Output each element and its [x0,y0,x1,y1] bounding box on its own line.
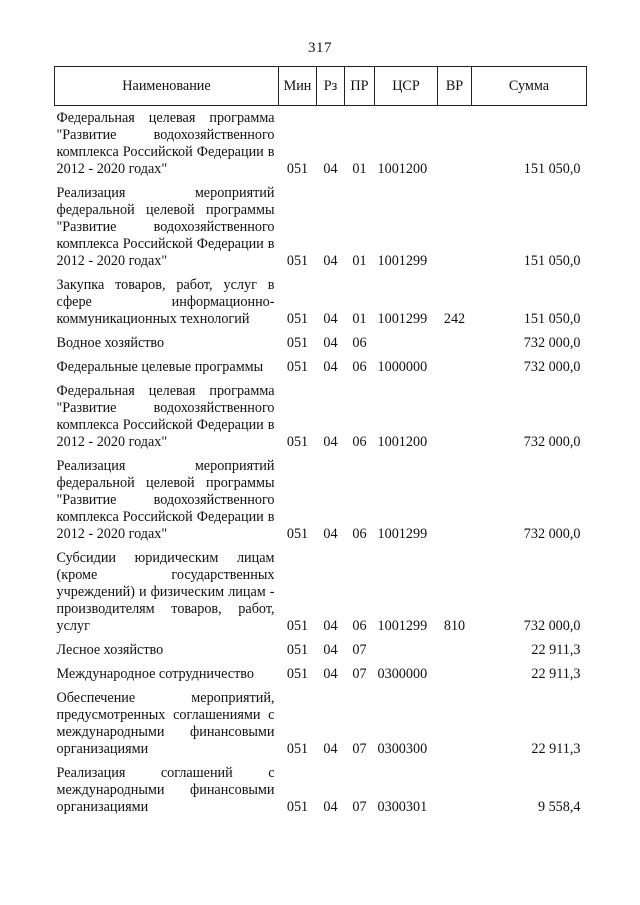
cell-rz: 04 [323,311,338,327]
cell-name: Реализация соглашений с международными финансовыми организациями [56,765,275,815]
cell-name: Реализация мероприятий федеральной целевой программы "Развитие водохозяйственного комплекса Российской Федерации в 2012 - 2020 годах" [56,185,275,269]
cell-pr: 01 [352,311,367,327]
cell-vr [438,331,472,355]
cell-name: Лесное хозяйство [56,642,164,658]
cell-pr: 07 [352,799,367,815]
header-sum: Сумма [472,67,587,106]
cell-name: Федеральная целевая программа "Развитие водохозяйственного комплекса Российской Федерации в 2012 - 2020 годах" [56,110,275,177]
cell-rz: 04 [323,434,338,450]
cell-pr: 07 [352,642,367,658]
cell-rz: 04 [323,526,338,542]
cell-vr [438,662,472,686]
table-row [55,181,587,273]
cell-rz: 04 [323,799,338,815]
cell-csr: 1001200 [377,434,428,450]
cell-vr: 242 [443,311,466,327]
cell-pr: 06 [352,434,367,450]
cell-sum: 151 050,0 [523,311,581,327]
cell-sum: 732 000,0 [523,335,581,351]
cell-sum: 732 000,0 [523,526,581,542]
cell-csr: 1001299 [377,253,428,269]
cell-sum: 732 000,0 [523,434,581,450]
cell-sum: 151 050,0 [523,161,581,177]
cell-pr: 06 [352,335,367,351]
table-row [55,638,587,662]
cell-csr: 1001299 [377,311,428,327]
cell-pr: 06 [352,526,367,542]
cell-pr: 07 [352,666,367,682]
cell-csr: 1001200 [377,161,428,177]
cell-min: 051 [286,253,309,269]
cell-csr: 1000000 [377,359,428,375]
header-min: Мин [279,67,317,106]
cell-name: Федеральные целевые программы [56,359,264,375]
cell-vr [438,686,472,761]
table-row [55,761,587,819]
cell-vr: 810 [443,618,466,634]
cell-min: 051 [286,335,309,351]
cell-name: Федеральная целевая программа "Развитие водохозяйственного комплекса Российской Федерации в 2012 - 2020 годах" [56,383,275,450]
cell-name: Водное хозяйство [56,335,165,351]
table-row [55,454,587,546]
cell-rz: 04 [323,359,338,375]
cell-min: 051 [286,642,309,658]
cell-min: 051 [286,741,309,757]
cell-csr: 1001299 [377,526,428,542]
cell-sum: 22 911,3 [531,741,581,757]
cell-sum: 151 050,0 [523,253,581,269]
cell-min: 051 [286,161,309,177]
cell-sum: 22 911,3 [531,642,581,658]
cell-vr [438,638,472,662]
table-row [55,106,587,182]
table-body [55,106,587,820]
cell-name: Международное сотрудничество [56,666,254,682]
cell-csr: 0300301 [377,799,428,815]
cell-name: Закупка товаров, работ, услуг в сфере информационно-коммуникационных технологий [56,277,275,327]
cell-rz: 04 [323,642,338,658]
table-row [55,662,587,686]
cell-sum: 9 558,4 [537,799,581,815]
cell-min: 051 [286,359,309,375]
header-vr: ВР [438,67,472,106]
cell-vr [438,355,472,379]
cell-rz: 04 [323,161,338,177]
cell-csr [375,638,438,662]
page-number: 317 [308,40,332,56]
table-row [55,379,587,454]
cell-sum: 732 000,0 [523,618,581,634]
cell-min: 051 [286,618,309,634]
cell-pr: 01 [352,161,367,177]
cell-min: 051 [286,799,309,815]
cell-name: Обеспечение мероприятий, предусмотренных соглашениями с международными финансовыми организациями [56,690,275,757]
cell-csr: 0300300 [377,741,428,757]
cell-vr [438,454,472,546]
cell-rz: 04 [323,253,338,269]
cell-csr: 1001299 [377,618,428,634]
cell-pr: 07 [352,741,367,757]
cell-sum: 732 000,0 [523,359,581,375]
cell-min: 051 [286,666,309,682]
cell-csr: 0300000 [377,666,428,682]
cell-name: Субсидии юридическим лицам (кроме государственных учреждений) и физическим лицам - производителям товаров, работ, услуг [56,550,275,634]
cell-pr: 06 [352,618,367,634]
cell-name: Реализация мероприятий федеральной целевой программы "Развитие водохозяйственного комплекса Российской Федерации в 2012 - 2020 годах" [56,458,275,542]
cell-rz: 04 [323,666,338,682]
cell-min: 051 [286,311,309,327]
cell-vr [438,379,472,454]
cell-sum: 22 911,3 [531,666,581,682]
table-row [55,273,587,331]
cell-pr: 01 [352,253,367,269]
cell-csr [375,331,438,355]
table-row [55,355,587,379]
header-csr: ЦСР [375,67,438,106]
cell-vr [438,181,472,273]
cell-pr: 06 [352,359,367,375]
table-row [55,331,587,355]
header-rz: Рз [317,67,345,106]
cell-vr [438,106,472,182]
cell-min: 051 [286,434,309,450]
table-row [55,686,587,761]
cell-rz: 04 [323,618,338,634]
cell-min: 051 [286,526,309,542]
budget-table [54,66,587,819]
table-row [55,546,587,638]
header-name: Наименование [55,67,279,106]
table-header [55,67,587,106]
header-pr: ПР [345,67,375,106]
cell-rz: 04 [323,741,338,757]
cell-rz: 04 [323,335,338,351]
cell-vr [438,761,472,819]
